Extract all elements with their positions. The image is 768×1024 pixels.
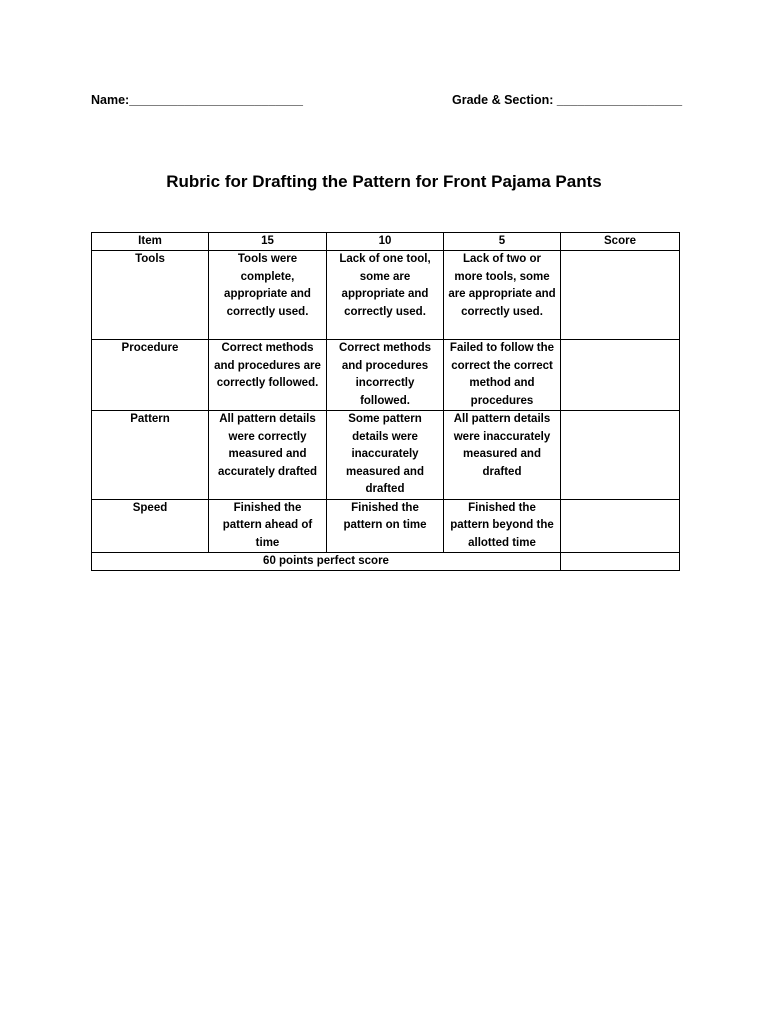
table-row <box>92 251 680 340</box>
table-header-row <box>92 233 680 251</box>
cell-5: Failed to follow the correct the correct method and procedures <box>444 340 561 411</box>
cell-5: Lack of two or more tools, some are appropriate and correctly used. <box>444 251 561 340</box>
table-footer-row <box>92 553 680 571</box>
table-row <box>92 340 680 411</box>
column-header-item: Item <box>92 233 209 251</box>
column-header-score: Score <box>561 233 680 251</box>
column-header-10: 10 <box>327 233 444 251</box>
rubric-table <box>91 232 680 571</box>
name-field: Name:_________________________ <box>91 93 304 107</box>
page-title: Rubric for Drafting the Pattern for Front Pajama Pants <box>166 172 602 191</box>
row-item-pattern: Pattern <box>92 411 209 500</box>
cell-5: All pattern details were inaccurately measured and drafted <box>444 411 561 500</box>
table-row <box>92 411 680 500</box>
column-header-5: 5 <box>444 233 561 251</box>
score-cell <box>561 340 680 411</box>
total-score-cell <box>561 553 680 571</box>
column-header-15: 15 <box>209 233 327 251</box>
cell-15: All pattern details were correctly measured and accurately drafted <box>209 411 327 500</box>
cell-15: Tools were complete, appropriate and correctly used. <box>209 251 327 340</box>
score-cell <box>561 411 680 500</box>
row-item-procedure: Procedure <box>92 340 209 411</box>
cell-10: Some pattern details were inaccurately measured and drafted <box>327 411 444 500</box>
cell-10: Lack of one tool, some are appropriate and correctly used. <box>327 251 444 340</box>
cell-5: Finished the pattern beyond the allotted time <box>444 499 561 553</box>
row-item-tools: Tools <box>92 251 209 340</box>
cell-15: Finished the pattern ahead of time <box>209 499 327 553</box>
perfect-score-note: 60 points perfect score <box>92 553 561 571</box>
cell-10: Finished the pattern on time <box>327 499 444 553</box>
table-row <box>92 499 680 553</box>
cell-15: Correct methods and procedures are correctly followed. <box>209 340 327 411</box>
score-cell <box>561 251 680 340</box>
row-item-speed: Speed <box>92 499 209 553</box>
grade-section-field: Grade & Section: __________________ <box>452 93 683 107</box>
cell-10: Correct methods and procedures incorrectly followed. <box>327 340 444 411</box>
score-cell <box>561 499 680 553</box>
